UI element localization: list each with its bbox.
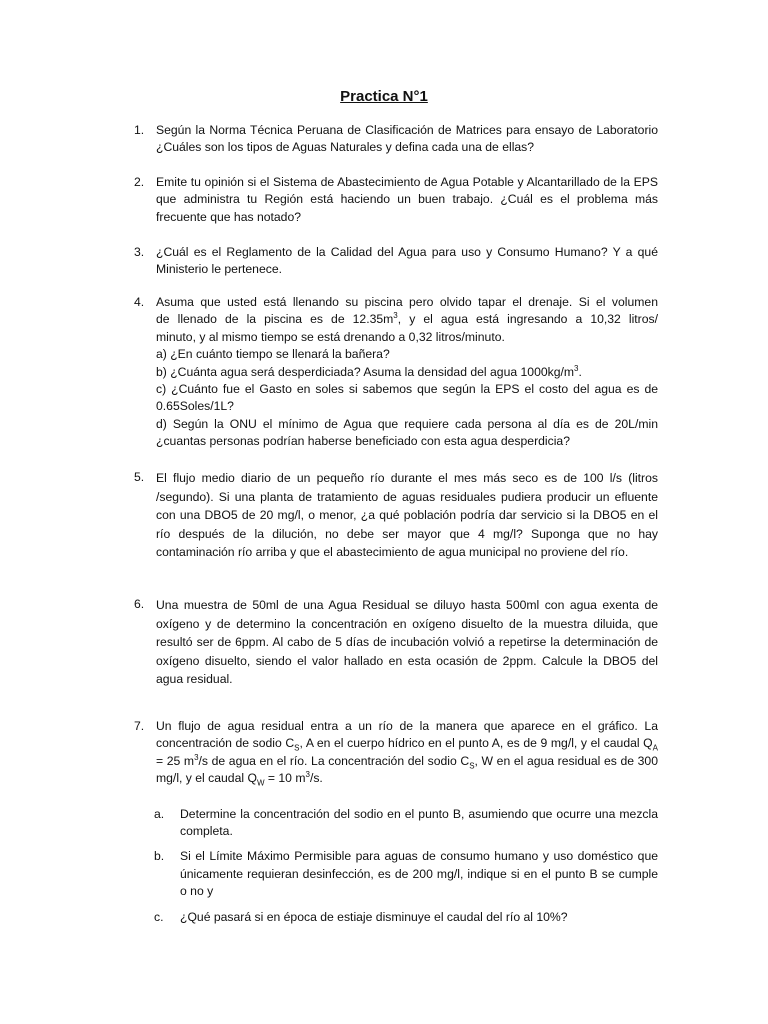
- question-6: [134, 596, 658, 689]
- sub-question-letter: b.: [154, 849, 165, 864]
- text-segment: , W en el agua residual es de 300 mg/l, y el caudal Q: [156, 753, 658, 786]
- sub-question-letter: c.: [154, 909, 164, 924]
- sub-question-text: Si el Límite Máximo Permisible para aguas de consumo humano y uso doméstico que únicamente requieran desinfección, es de 200 mg/l, indique si en el punto B se cumple o no y: [180, 849, 658, 899]
- subscript: A: [652, 743, 658, 753]
- sub-question-a: [154, 806, 658, 841]
- sub-question-a: a) ¿En cuánto tiempo se llenará la bañera?: [156, 347, 390, 362]
- question-text-line: minuto, y al mismo tiempo se está drenando a 0,32 litros/minuto.: [156, 329, 505, 344]
- question-text: Emite tu opinión si el Sistema de Abastecimiento de Agua Potable y Alcantarillado de la EPS que administra tu Región está haciendo un buen trabajo. ¿Cuál es el problema más frecuente que has notado?: [156, 175, 658, 224]
- superscript: 3: [574, 363, 579, 373]
- sub-question-text: ¿Qué pasará si en época de estiaje disminuye el caudal del río al 10%?: [180, 909, 568, 924]
- question-text: El flujo medio diario de un pequeño río durante el mes más seco es de 100 l/s (litros /segundo). Si una planta de tratamiento de aguas residuales pudiera producir un efluente con una DBO5 de 20 mg/l, o menor, ¿a qué población podría dar servicio si la DBO5 en el río después de la dilución, no debe ser mayor que 4 mg/l? Suponga que no hay contaminación río arriba y que el abastecimiento de agua municipal no proviene del río.: [156, 471, 658, 560]
- question-text: ¿Cuál es el Reglamento de la Calidad del Agua para uso y Consumo Humano? Y a qué Ministerio le pertenece.: [156, 245, 658, 277]
- question-number: 5.: [134, 470, 145, 484]
- sub-question-b: [156, 364, 658, 381]
- sub-question-b: [154, 848, 658, 900]
- question-text: Una muestra de 50ml de una Agua Residual se diluyo hasta 500ml con agua exenta de oxígeno y de determino la concentración en oxígeno disuelto de la muestra diluida, que resultó ser de 6ppm. Al cabo de 5 días de incubación volvió a repetirse la determinación de oxígeno disuelto, siendo el valor hallado en esta ocasión de 2ppm. Calcule la DBO5 del agua residual.: [156, 598, 658, 687]
- sub-question-letter: a.: [154, 806, 165, 821]
- sub-question-d: d) Según la ONU el mínimo de Agua que requiere cada persona al día es de 20L/min ¿cuantas personas podrían haberse beneficiado con esta agua desperdicia?: [156, 416, 658, 449]
- question-body: [156, 294, 658, 451]
- sub-question-text: Determine la concentración del sodio en el punto B, asumiendo que ocurre una mezcla completa.: [180, 806, 658, 839]
- text-segment: .: [578, 364, 582, 379]
- text-segment: /s.: [309, 771, 323, 786]
- superscript: 3: [194, 752, 199, 762]
- question-2: [134, 174, 658, 226]
- question-number: 4.: [134, 295, 145, 309]
- text-segment: , y el agua está ingresando a 10,32 litros/: [397, 312, 658, 327]
- question-1: [134, 122, 658, 157]
- superscript: 3: [393, 311, 398, 321]
- question-4: [134, 294, 658, 451]
- text-segment: = 25 m: [156, 753, 195, 768]
- text-segment: b) ¿Cuánta agua será desperdiciada? Asuma la densidad del agua 1000kg/m: [156, 364, 575, 379]
- question-number: 1.: [134, 123, 145, 137]
- sub-question-c: [154, 909, 658, 926]
- subscript: W: [256, 778, 265, 788]
- question-number: 2.: [134, 175, 145, 189]
- subscript: S: [469, 761, 475, 771]
- question-3: [134, 244, 658, 279]
- question-text-line: Asuma que usted está llenando su piscina pero olvido tapar el drenaje. Si el volumen: [156, 295, 658, 309]
- text-segment: , A en el cuerpo hídrico en el punto A, es de 9 mg/l, y el caudal Q: [299, 736, 653, 751]
- subscript: S: [294, 743, 300, 753]
- question-number: 6.: [134, 597, 145, 611]
- question-text: [156, 718, 658, 788]
- text-segment: Un flujo de agua residual entra a un río de la manera que aparece en el gráfico. La concentración de sodio C: [156, 719, 658, 751]
- superscript: 3: [305, 770, 310, 780]
- text-segment: de llenado de la piscina es de 12.35m: [156, 312, 394, 327]
- question-text-line: [156, 311, 658, 328]
- page-title: Practica N°1: [340, 88, 428, 105]
- text-segment: /s de agua en el río. La concentración del sodio C: [198, 753, 470, 768]
- sub-question-c: c) ¿Cuánto fue el Gasto en soles si sabemos que según la EPS el costo del agua es de 0.65Soles/1L?: [156, 382, 658, 414]
- question-number: 3.: [134, 245, 145, 259]
- question-number: 7.: [134, 719, 145, 733]
- question-7: [134, 718, 658, 926]
- question-text: Según la Norma Técnica Peruana de Clasificación de Matrices para ensayo de Laboratorio ¿Cuáles son los tipos de Aguas Naturales y defina cada una de ellas?: [156, 123, 658, 155]
- text-segment: = 10 m: [264, 771, 306, 786]
- question-5: [134, 469, 658, 562]
